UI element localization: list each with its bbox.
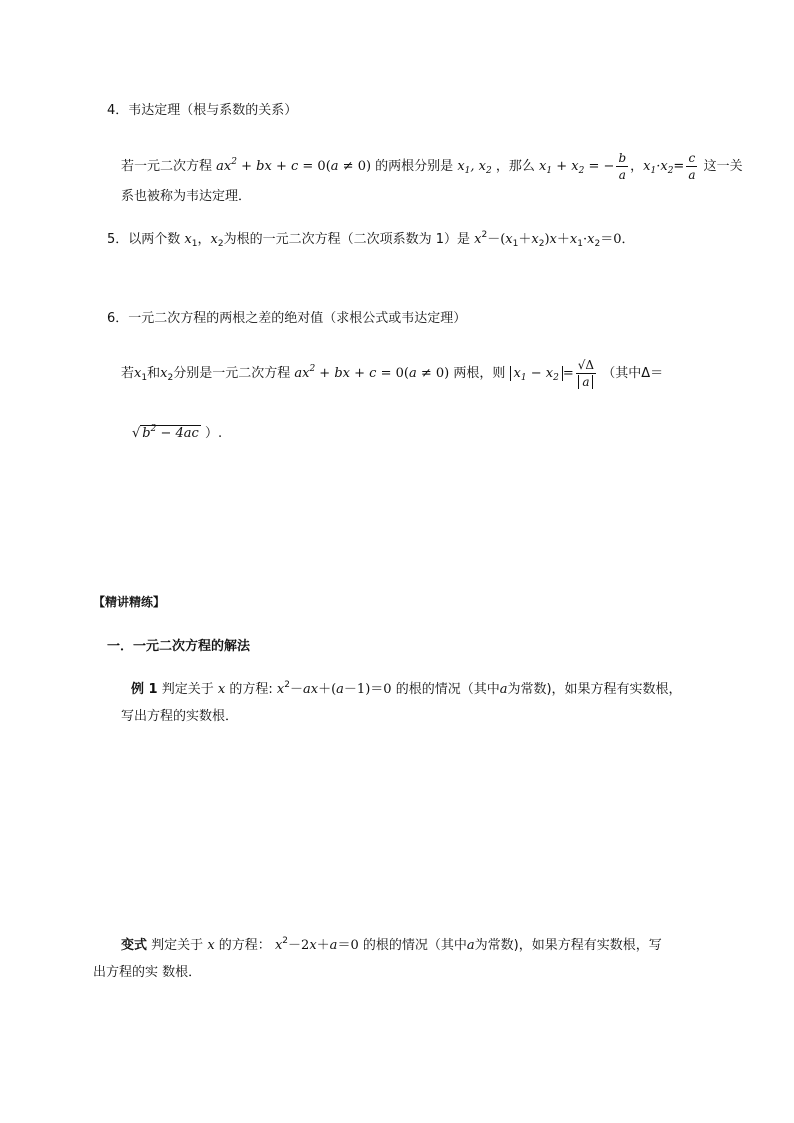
root-difference-line-1: 若$x_1$和$x_2$分别是一元二次方程 $ax^2$ + bx + c = 0(a ≠ 0) 两根，则 $x_1 - x_2$ = $\frac{√\Delta}{a}$ （其中Δ＝ xyxy=(121,358,664,389)
section-1-heading: 一．一元二次方程的解法 xyxy=(107,639,251,654)
vieta-statement-line-2: 系也被称为韦达定理． xyxy=(121,189,252,204)
discriminant-definition: √ $b^2 - 4ac$ ）. xyxy=(132,424,223,441)
practice-header: 【精讲精练】 xyxy=(93,595,166,609)
section-5: 5．以两个数 $x_1$，$x_2$为根的一元二次方程（二次项系数为 1）是 $x^2-(x_1+x_2)x+x_1\cdot x_2=0$． xyxy=(107,230,635,249)
variant-line-1: 变式 判定关于 x 的方程： $x^2-2x+a=0$ 的根的情况（其中a为常数)，如果方程有实数根，写 xyxy=(121,936,662,953)
vieta-statement-line-1: 若一元二次方程 $ax^2$ + bx + c = 0(a ≠ 0) 的两根分别是 $x_1$, $x_2$ ，那么 $x_1 + x_2$ = − $\frac{b}{a}$ ，$x_1\cdot x_2=$ $\frac{c}{a}$ 这一关 xyxy=(121,151,743,182)
section-6-title: 6．一元二次方程的两根之差的绝对值（求根公式或韦达定理） xyxy=(107,311,467,326)
example-1-line-1: 例 1 判定关于 x 的方程: $x^2-ax+(a-1)=0$ 的根的情况（其中a为常数)，如果方程有实数根， xyxy=(131,680,682,697)
example-1-line-2: 写出方程的实数根． xyxy=(121,709,239,724)
section-4-title: 4．韦达定理（根与系数的关系） xyxy=(107,103,298,118)
variant-line-2: 出方程的实 数根． xyxy=(93,965,202,980)
